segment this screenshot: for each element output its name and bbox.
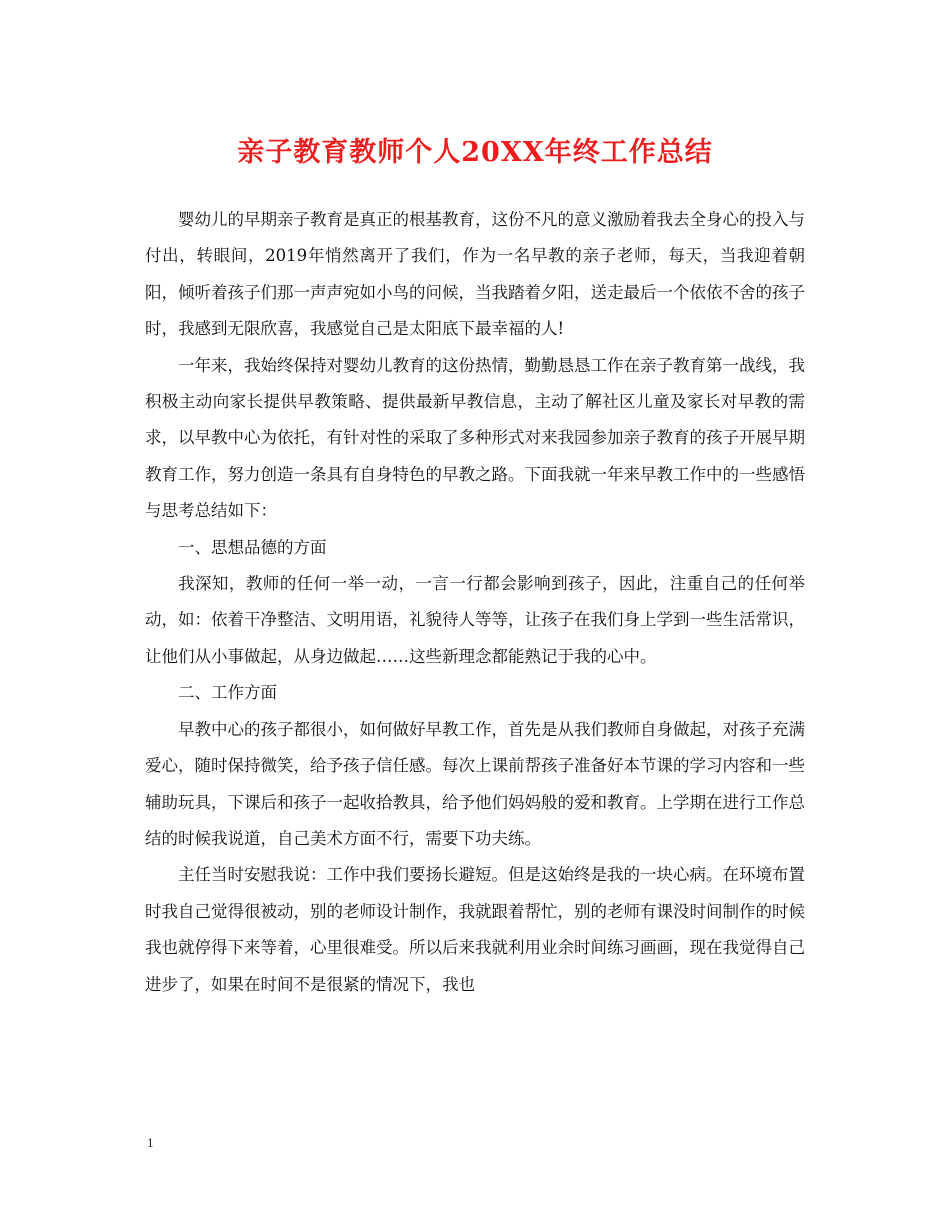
page-number: 1 — [147, 1135, 154, 1150]
paragraph: 我深知，教师的任何一举一动，一言一行都会影响到孩子，因此，注重自己的任何举动，如：依着干净整洁、文明用语，礼貌待人等等，让孩子在我们身上学到一些生活常识，让他们从小事做起，从身边做起……这些新理念都能熟记于我的心中。 — [145, 574, 805, 666]
paragraph: 早教中心的孩子都很小，如何做好早教工作，首先是从我们教师自身做起，对孩子充满爱心，随时保持微笑，给予孩子信任感。每次上课前帮孩子准备好本节课的学习内容和一些辅助玩具，下课后和孩子一起收拾教具，给予他们妈妈般的爱和教育。上学期在进行工作总结的时候我说道，自己美术方面不行，需要下功夫练。 — [145, 719, 805, 848]
paragraph: 主任当时安慰我说：工作中我们要扬长避短。但是这始终是我的一块心病。在环境布置时我自己觉得很被动，别的老师设计制作，我就跟着帮忙，别的老师有课没时间制作的时候我也就停得下来等着，心里很难受。所以后来我就利用业余时间练习画画，现在我觉得自己进步了，如果在时间不是很紧的情况下，我也 — [145, 865, 805, 994]
section-heading: 二、工作方面 — [178, 683, 277, 703]
document-title: 亲子教育教师个人20XX年终工作总结 — [237, 137, 713, 168]
document-body — [145, 202, 805, 1003]
paragraph: 一年来，我始终保持对婴幼儿教育的这份热情，勤勤恳恳工作在亲子教育第一战线，我积极主动向家长提供早教策略、提供最新早教信息，主动了解社区儿童及家长对早教的需求，以早教中心为依托，有针对性的采取了多种形式对来我园参加亲子教育的孩子开展早期教育工作，努力创造一条具有自身特色的早教之路。下面我就一年来早教工作中的一些感悟与思考总结如下： — [145, 355, 805, 521]
section-heading: 一、思想品德的方面 — [178, 537, 327, 557]
paragraph: 婴幼儿的早期亲子教育是真正的根基教育，这份不凡的意义激励着我去全身心的投入与付出，转眼间，2019年悄然离开了我们，作为一名早教的亲子老师，每天，当我迎着朝阳，倾听着孩子们那一声声宛如小鸟的问候，当我踏着夕阳，送走最后一个依依不舍的孩子时，我感到无限欣喜，我感觉自己是太阳底下最幸福的人! — [145, 210, 805, 339]
